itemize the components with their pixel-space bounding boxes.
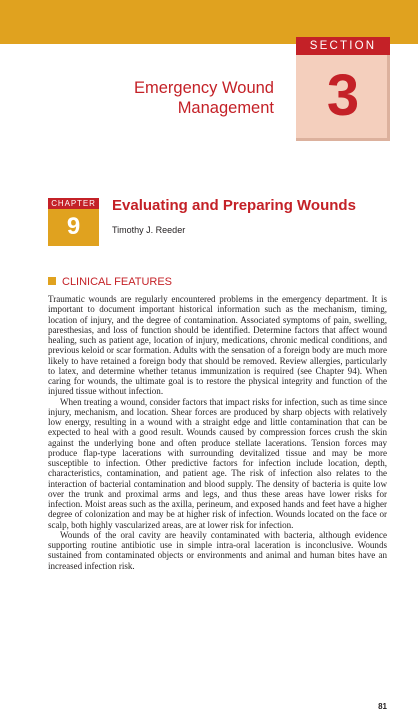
chapter-title: Evaluating and Preparing Wounds [112,197,356,214]
chapter-label: CHAPTER [48,198,99,209]
paragraph: Traumatic wounds are regularly encountered problems in the emergency department. It is important to document important historical information such as the mechanism, timing, location of injury, and the degree of contamination. Associated symptoms of pain, swelling, paresthesias, and loss of function should be identified. Determine factors that affect wound healing, such as patient age, location of injury, medications, chronic medical conditions, and previous keloid or scar formation. Adults with the sensation of a foreign body are much more likely to have retained a foreign body that should be removed. Review allergies, particularly to latex, and determine whether tetanus immunization is required (see Chapter 94). When caring for wounds, the ultimate goal is to restore the physical integrity and function of the injured tissue without infection. [48,294,387,397]
paragraph: Wounds of the oral cavity are heavily contaminated with bacteria, although evidence supporting routine antibiotic use in simple intra-oral laceration is inconclusive. Wounds sustained from contaminated objects or environments and animal and human bites have an increased infection risk. [48,529,387,571]
section-title [54,78,274,118]
chapter-author: Timothy J. Reeder [112,225,186,235]
section-title-line-2: Management [177,99,274,117]
section-number: 3 [326,63,360,128]
chapter-number: 9 [66,213,81,240]
section-heading [48,275,172,289]
section-number-box [296,55,390,141]
body-text [48,294,387,571]
section-label: SECTION [296,37,390,55]
paragraph: When treating a wound, consider factors that impact risks for infection, such as time since injury, mechanism, and location. Shear forces are produced by sharp objects with relatively low energy, resulting in a wound with a straight edge and little contamination that can be expected to heal with a good result. Wounds caused by compression forces crush the skin against the underlying bone and often produce stellate lacerations. Tension forces may produce flap-type lacerations with surrounding devitalized tissue and may be more susceptible to infection. Other predictive factors for infection include location, depth, characteristics, contamination, and patient age. The risk of infection also relates to the interaction of bacterial contamination and blood supply. The density of bacteria is quite low over the trunk and proximal arms and legs, and thus these areas have lower risks for infection. Moist areas such as the axilla, perineum, and exposed hands and feet have a higher degree of colonization and may be at higher risk of infection. Wounds located on the face or scalp, both highly vascularized areas, are at lower risk for infection. [48,396,387,530]
heading-square-icon [48,277,56,285]
page-number: 81 [378,702,387,711]
chapter-number-box [48,209,99,246]
section-heading-text: CLINICAL FEATURES [62,276,173,288]
section-title-line-1: Emergency Wound [133,79,274,97]
